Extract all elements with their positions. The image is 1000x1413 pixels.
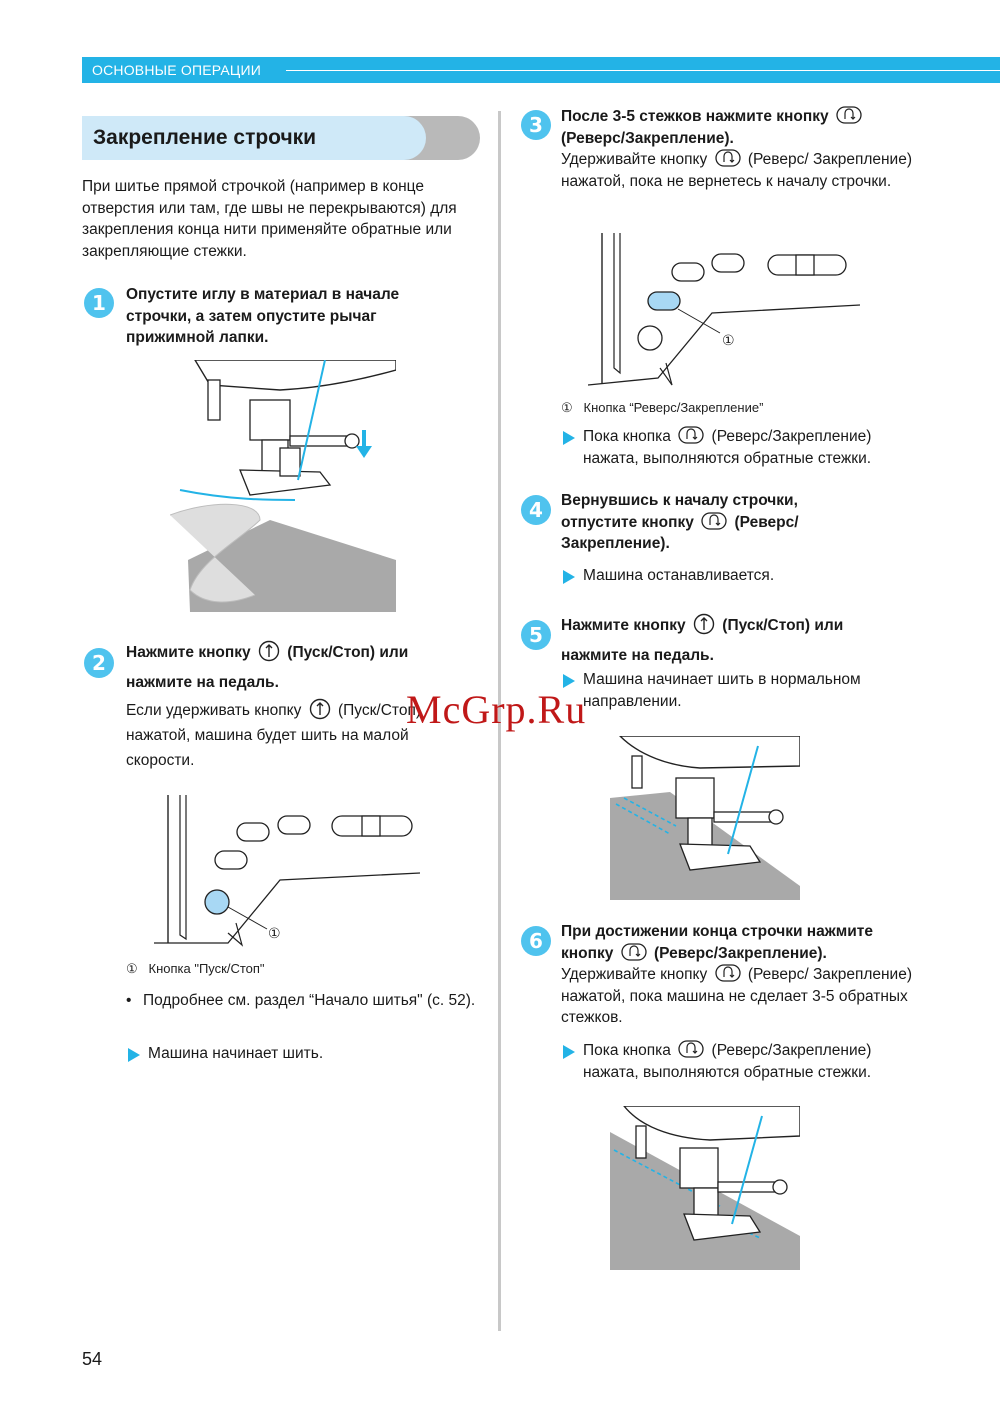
step-6-heading-a: При достижении конца строчки нажмите (561, 923, 873, 940)
step-5-result (561, 669, 941, 712)
step-4-heading-b: отпустите кнопку (561, 513, 694, 531)
caption-text: Кнопка “Реверс/Закрепление” (583, 400, 764, 415)
step-2-heading-c: нажмите на педаль. (126, 674, 279, 691)
step-4-result (561, 565, 941, 587)
step-6-body-a: Удерживайте кнопку (561, 966, 708, 983)
step-3-result (561, 426, 941, 469)
reverse-stitch-icon (678, 1040, 704, 1058)
caption-number: ① (561, 400, 573, 415)
forward-sewing-illustration (610, 736, 800, 900)
reverse-stitch-icon (621, 943, 647, 961)
reverse-sewing-illustration (610, 1106, 800, 1270)
caption-text: Кнопка "Пуск/Стоп" (148, 961, 265, 976)
header-title: ОСНОВНЫЕ ОПЕРАЦИИ (92, 62, 261, 78)
step-2-body-c: нажатой, машина будет шить на малой скорости. (126, 727, 409, 769)
result-arrow-icon (563, 570, 575, 584)
step-4-heading (561, 490, 961, 555)
intro-paragraph: При шитье прямой строчкой (например в конце отверстия или там, где швы не перекрываются) для закрепления конца нити применяйте обратные или закрепляющие стежки. (82, 178, 457, 260)
watermark: McGrp.Ru (406, 687, 587, 732)
step-3-body-c: Закрепление) нажатой, пока не вернетесь к началу строчки. (561, 151, 912, 190)
step-5-badge: 5 (521, 620, 551, 650)
step-3-heading-b: (Реверс/Закрепление). (561, 129, 734, 147)
step-3-result-a: Пока кнопка (583, 428, 671, 445)
presser-foot-illustration (170, 360, 396, 612)
step-6-heading-c: (Реверс/Закрепление). (653, 944, 827, 962)
step-4-heading-c: (Реверс/ (734, 513, 799, 531)
step-1-badge: 1 (84, 288, 114, 318)
step-2-heading-a: Нажмите кнопку (126, 644, 251, 661)
step-6-result-b: (Реверс/Закрепление) (711, 1042, 872, 1059)
step-3-heading (561, 106, 961, 149)
reverse-stitch-icon (701, 512, 727, 530)
header-bar (82, 57, 1000, 83)
callout-1: ① (268, 926, 281, 942)
step-5-result-text: Машина начинает шить в нормальном направлении. (583, 671, 861, 710)
step-6-result (561, 1040, 941, 1083)
step-5-heading-b: (Пуск/Стоп) или (722, 617, 844, 634)
step-6-body-b: (Реверс/ (747, 966, 809, 983)
step-5-heading-c: нажмите на педаль. (561, 647, 714, 664)
step-2-result (126, 1043, 486, 1065)
step-3-body-b: (Реверс/ (747, 151, 809, 168)
step-4-heading-d: Закрепление). (561, 535, 670, 552)
result-arrow-icon (563, 1045, 575, 1059)
result-arrow-icon (563, 431, 575, 445)
reverse-button-diagram (588, 233, 860, 388)
step-3-body (561, 149, 961, 192)
step-6-result-c: нажата, выполняются обратные стежки. (583, 1063, 872, 1081)
step-5-heading-a: Нажмите кнопку (561, 617, 686, 634)
callout-1: ① (722, 333, 735, 349)
bullet-text: Подробнее см. раздел “Начало шитья" (с. 52). (143, 992, 476, 1009)
reverse-stitch-icon (678, 426, 704, 444)
step-3-result-b: (Реверс/Закрепление) (711, 428, 872, 445)
step-3-heading-a: После 3-5 стежков нажмите кнопку (561, 108, 829, 125)
step-4-result-text: Машина останавливается. (583, 567, 775, 584)
caption-number: ① (126, 961, 138, 976)
step-1-heading: Опустите иглу в материал в начале строчки, а затем опустите рычаг прижимной лапки. (126, 286, 400, 346)
start-stop-icon (258, 640, 280, 662)
bullet-mark: • (126, 992, 132, 1009)
step-3-body-a: Удерживайте кнопку (561, 151, 708, 168)
page-number: 54 (82, 1349, 103, 1369)
step-6-heading-b: кнопку (561, 944, 614, 962)
start-stop-icon (693, 613, 715, 635)
step-4-heading-a: Вернувшись к началу строчки, (561, 492, 798, 509)
start-stop-button-diagram (150, 795, 420, 947)
step-6-heading (561, 921, 961, 964)
caption-start-stop (126, 961, 265, 977)
step-2-bullet (126, 990, 486, 1012)
step-3-result-c: нажата, выполняются обратные стежки. (583, 449, 872, 467)
step-6-body (561, 964, 961, 1029)
step-6-result-a: Пока кнопка (583, 1042, 671, 1059)
step-2-badge: 2 (84, 648, 114, 678)
start-stop-icon (309, 698, 331, 720)
reverse-stitch-icon (836, 106, 862, 124)
step-3-badge: 3 (521, 110, 551, 140)
step-5-heading (561, 611, 961, 671)
step-2-result-text: Машина начинает шить. (148, 1045, 324, 1062)
reverse-stitch-icon (715, 964, 741, 982)
step-2-body-b: (Пуск/Стоп) (337, 702, 421, 719)
section-title: Закрепление строчки (93, 126, 317, 149)
step-6-badge: 6 (521, 926, 551, 956)
step-2-body-a: Если удерживать кнопку (126, 702, 302, 719)
step-6-body-c: Закрепление) нажатой, пока машина не сделает 3-5 обратных стежков. (561, 966, 912, 1026)
result-arrow-icon (128, 1048, 140, 1062)
header-rule (286, 70, 1000, 71)
reverse-stitch-icon (715, 149, 741, 167)
step-4-badge: 4 (521, 495, 551, 525)
caption-reverse (561, 400, 763, 416)
step-2-heading-b: (Пуск/Стоп) или (287, 644, 409, 661)
